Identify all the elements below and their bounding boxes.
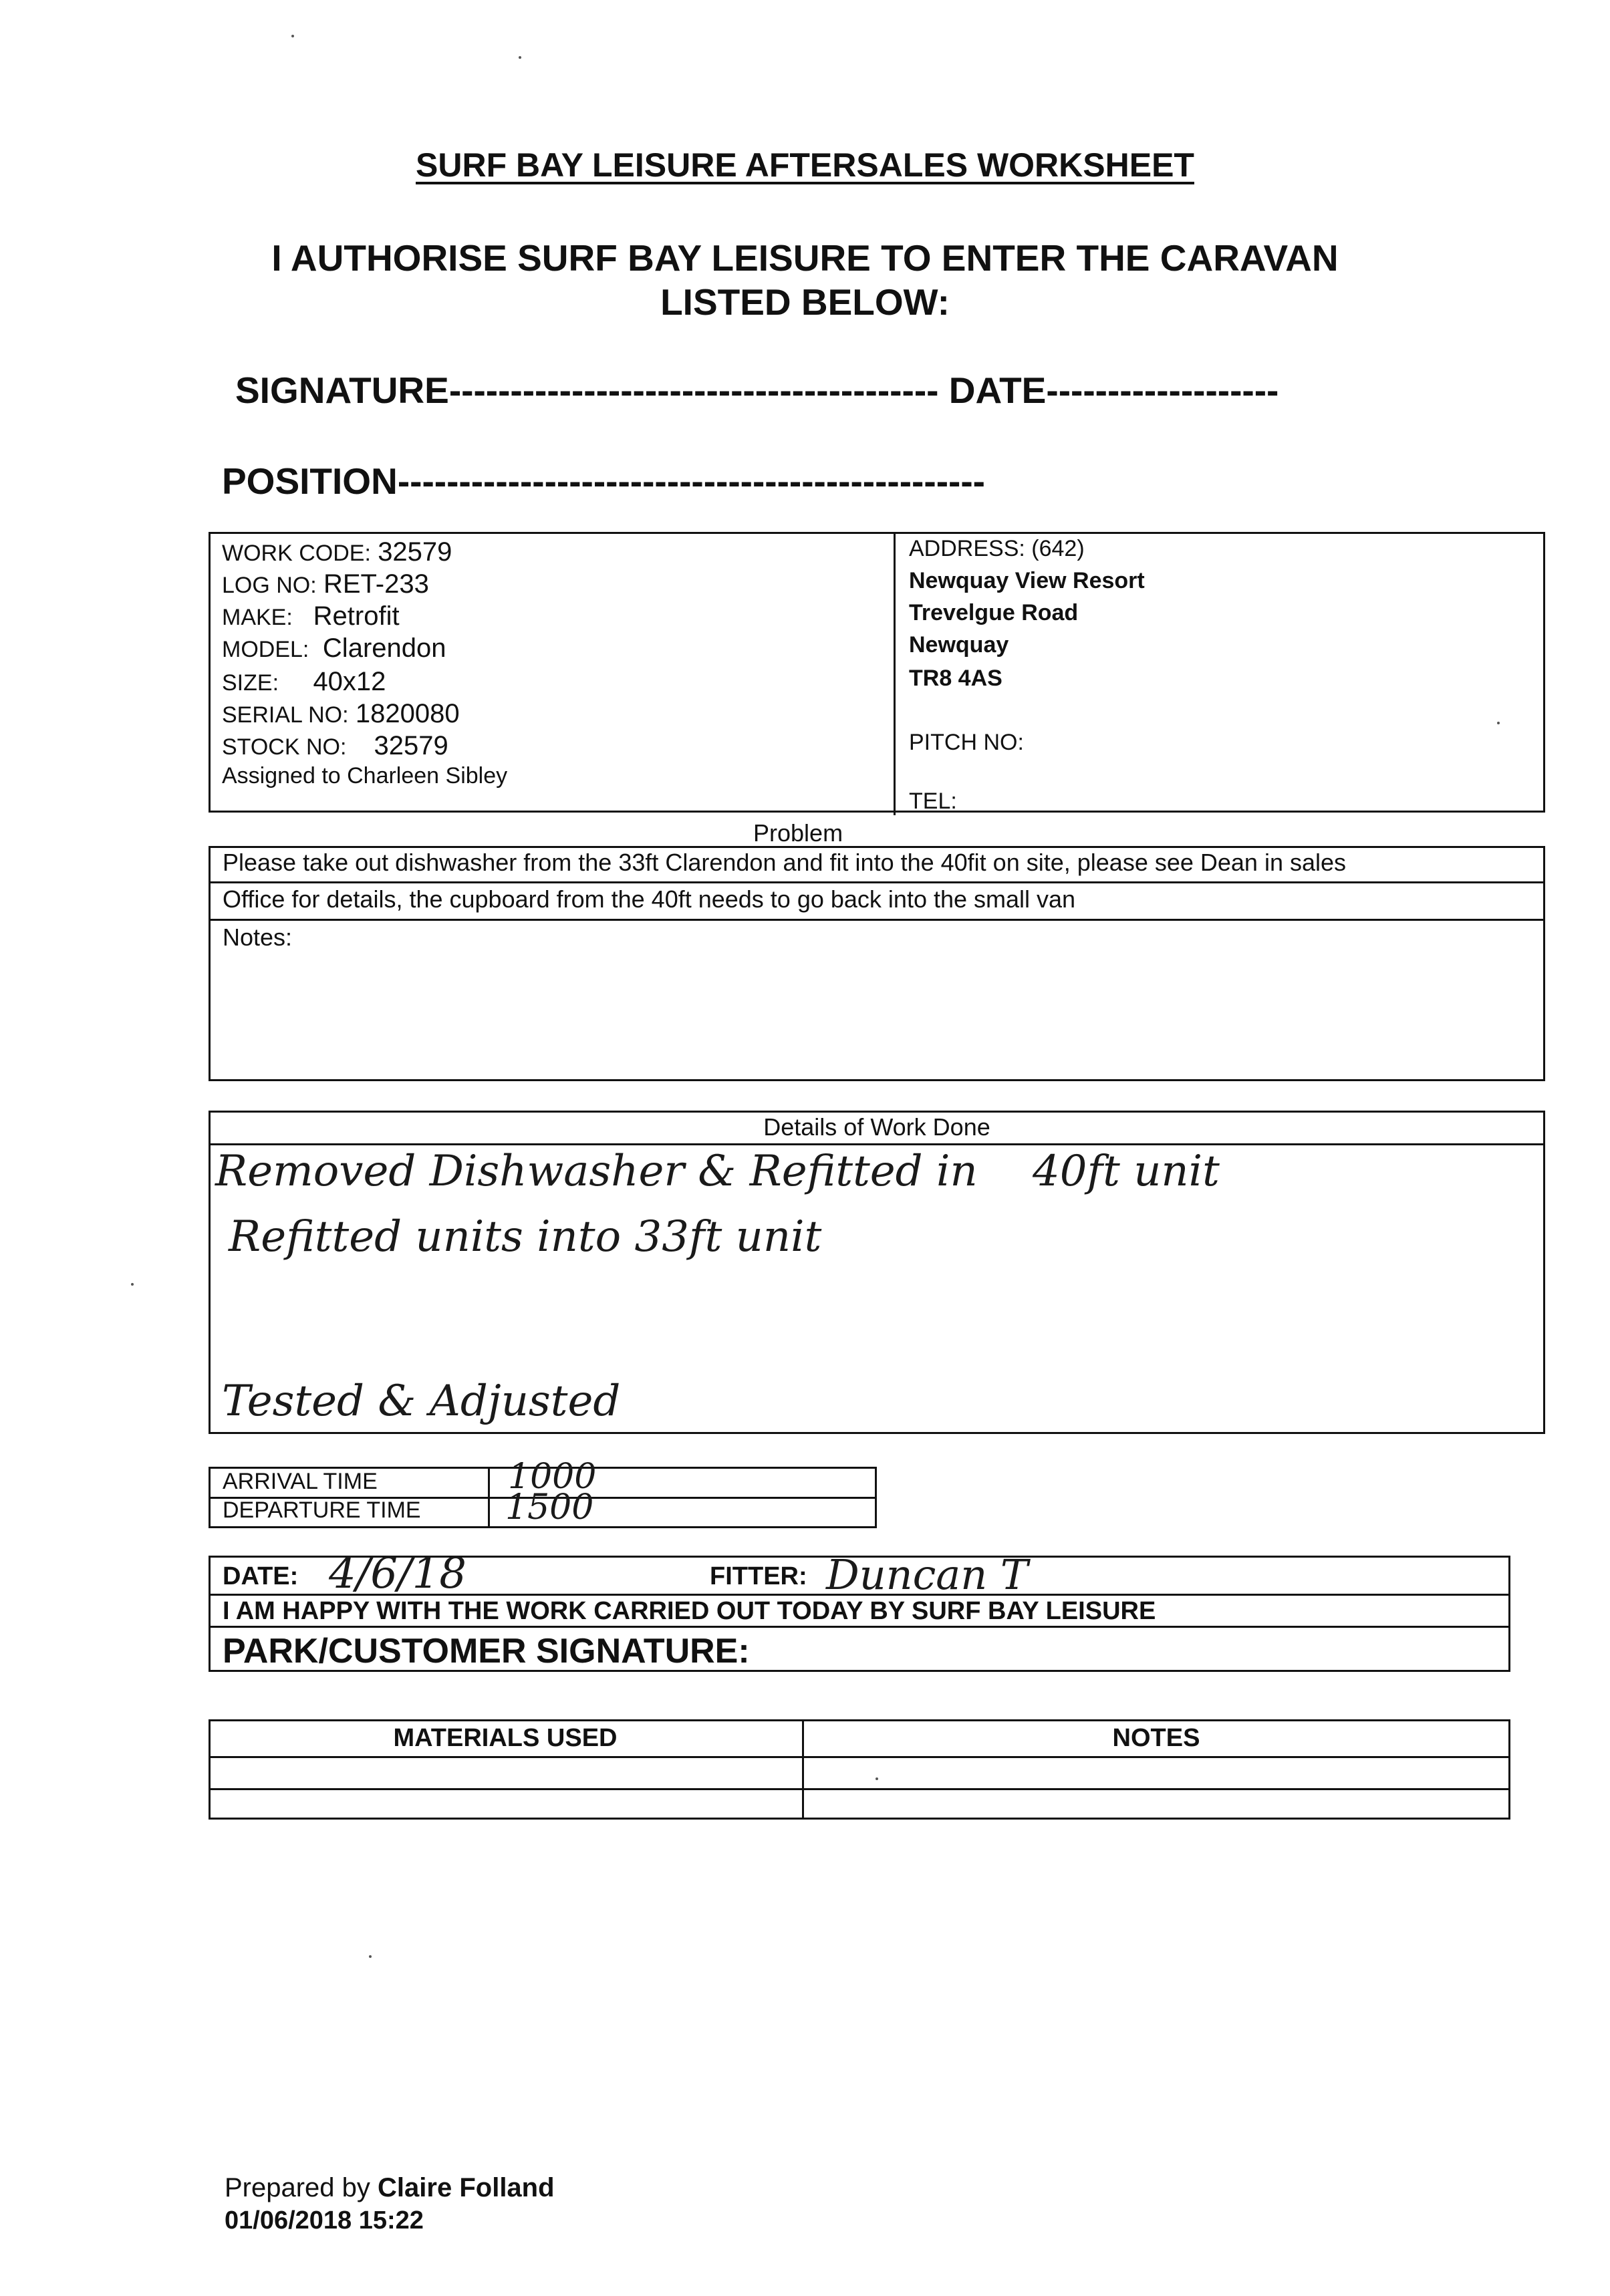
work-header-divider bbox=[211, 1143, 1543, 1145]
prepared-by bbox=[225, 2173, 555, 2203]
stock-value: 32579 bbox=[374, 731, 448, 760]
date-label: DATE bbox=[948, 370, 1047, 411]
make-row bbox=[222, 601, 400, 631]
position-label: POSITION bbox=[222, 460, 398, 502]
authorise-line-2: LISTED BELOW: bbox=[660, 281, 950, 323]
scan-speck bbox=[519, 56, 521, 59]
problem-label: Problem bbox=[753, 819, 843, 847]
address-line-3: Newquay bbox=[909, 632, 1009, 658]
address-line-2: Trevelgue Road bbox=[909, 600, 1079, 625]
position-line bbox=[222, 460, 985, 503]
prepared-by-name: Claire Folland bbox=[378, 2173, 555, 2202]
make-value: Retrofit bbox=[313, 601, 400, 631]
signature-line bbox=[235, 369, 1279, 412]
serial-label: SERIAL NO: bbox=[222, 702, 349, 728]
signature-label: SIGNATURE bbox=[235, 370, 449, 411]
work-done-label: Details of Work Done bbox=[763, 1113, 990, 1141]
scan-speck bbox=[291, 35, 294, 37]
serial-row bbox=[222, 699, 460, 729]
fitter-value: Duncan T bbox=[826, 1550, 1029, 1599]
log-no-label: LOG NO: bbox=[222, 573, 317, 598]
date-field[interactable]: ------------------- bbox=[1046, 370, 1279, 411]
problem-line-2: Office for details, the cupboard from the 40ft needs to go back into the small van bbox=[223, 885, 1076, 913]
model-row bbox=[222, 633, 446, 664]
work-line-2: Refitted units into 33ft unit bbox=[229, 1212, 822, 1262]
materials-notes-header: NOTES bbox=[1112, 1724, 1200, 1752]
pitch-no-label: PITCH NO: bbox=[909, 730, 1024, 755]
address-line-1: Newquay View Resort bbox=[909, 568, 1145, 593]
work-line-3: Tested & Adjusted bbox=[222, 1377, 621, 1426]
tel-label: TEL: bbox=[909, 788, 957, 814]
customer-signature-field[interactable]: PARK/CUSTOMER SIGNATURE: bbox=[223, 1632, 750, 1671]
worksheet-title: SURF BAY LEISURE AFTERSALES WORKSHEET bbox=[416, 146, 1194, 184]
authorise-line-1: I AUTHORISE SURF BAY LEISURE TO ENTER THE CARAVAN bbox=[271, 237, 1339, 279]
scan-speck bbox=[876, 1777, 878, 1780]
log-no-value: RET-233 bbox=[323, 569, 429, 599]
fitter-label: FITTER: bbox=[710, 1562, 807, 1590]
model-label: MODEL: bbox=[222, 637, 309, 662]
arrival-value: 1000 bbox=[508, 1457, 597, 1497]
size-row bbox=[222, 667, 386, 697]
prepared-date: 01/06/2018 15:22 bbox=[225, 2206, 424, 2235]
stock-row bbox=[222, 731, 448, 761]
customer-satisfaction-statement: I AM HAPPY WITH THE WORK CARRIED OUT TODAY BY SURF BAY LEISURE bbox=[223, 1597, 1156, 1625]
info-divider bbox=[894, 532, 896, 815]
signoff-date-label: DATE: bbox=[223, 1562, 299, 1590]
work-code-row bbox=[222, 537, 452, 567]
signature-field[interactable]: ---------------------------------------- bbox=[448, 370, 939, 411]
prepared-by-label: Prepared by bbox=[225, 2173, 370, 2202]
size-label: SIZE: bbox=[222, 670, 279, 696]
model-value: Clarendon bbox=[322, 633, 446, 663]
signoff-divider bbox=[211, 1626, 1508, 1628]
work-line-1a: Removed Dishwasher & Refitted in bbox=[215, 1147, 978, 1196]
scan-speck bbox=[1497, 722, 1500, 724]
assigned-to: Assigned to Charleen Sibley bbox=[222, 763, 508, 788]
problem-row-divider bbox=[211, 919, 1543, 921]
notes-label[interactable]: Notes: bbox=[223, 923, 293, 951]
log-no-row bbox=[222, 569, 429, 599]
work-code-label: WORK CODE: bbox=[222, 541, 371, 566]
make-label: MAKE: bbox=[222, 605, 293, 630]
address-postcode: TR8 4AS bbox=[909, 666, 1002, 691]
scan-speck bbox=[131, 1283, 134, 1286]
position-field[interactable]: ------------------------------------------------ bbox=[397, 460, 985, 502]
size-value: 40x12 bbox=[313, 667, 386, 696]
problem-box bbox=[209, 846, 1545, 1081]
address-label: ADDRESS: (642) bbox=[909, 536, 1085, 561]
materials-header: MATERIALS USED bbox=[393, 1724, 618, 1752]
departure-label: DEPARTURE TIME bbox=[223, 1497, 421, 1523]
arrival-label: ARRIVAL TIME bbox=[223, 1469, 378, 1494]
serial-value: 1820080 bbox=[355, 699, 460, 728]
scan-speck bbox=[369, 1955, 372, 1958]
departure-value: 1500 bbox=[505, 1487, 594, 1528]
materials-row-divider bbox=[211, 1756, 1508, 1758]
stock-label: STOCK NO: bbox=[222, 734, 347, 760]
time-col-divider bbox=[488, 1467, 490, 1528]
problem-line-1: Please take out dishwasher from the 33ft Clarendon and fit into the 40fit on site, please see Dean in sales bbox=[223, 849, 1347, 876]
work-code-value: 32579 bbox=[378, 537, 452, 567]
work-line-1b: 40ft unit bbox=[1033, 1147, 1220, 1196]
signoff-date-value: 4/6/18 bbox=[329, 1549, 466, 1598]
problem-row-divider bbox=[211, 881, 1543, 883]
materials-row-divider bbox=[211, 1788, 1508, 1790]
